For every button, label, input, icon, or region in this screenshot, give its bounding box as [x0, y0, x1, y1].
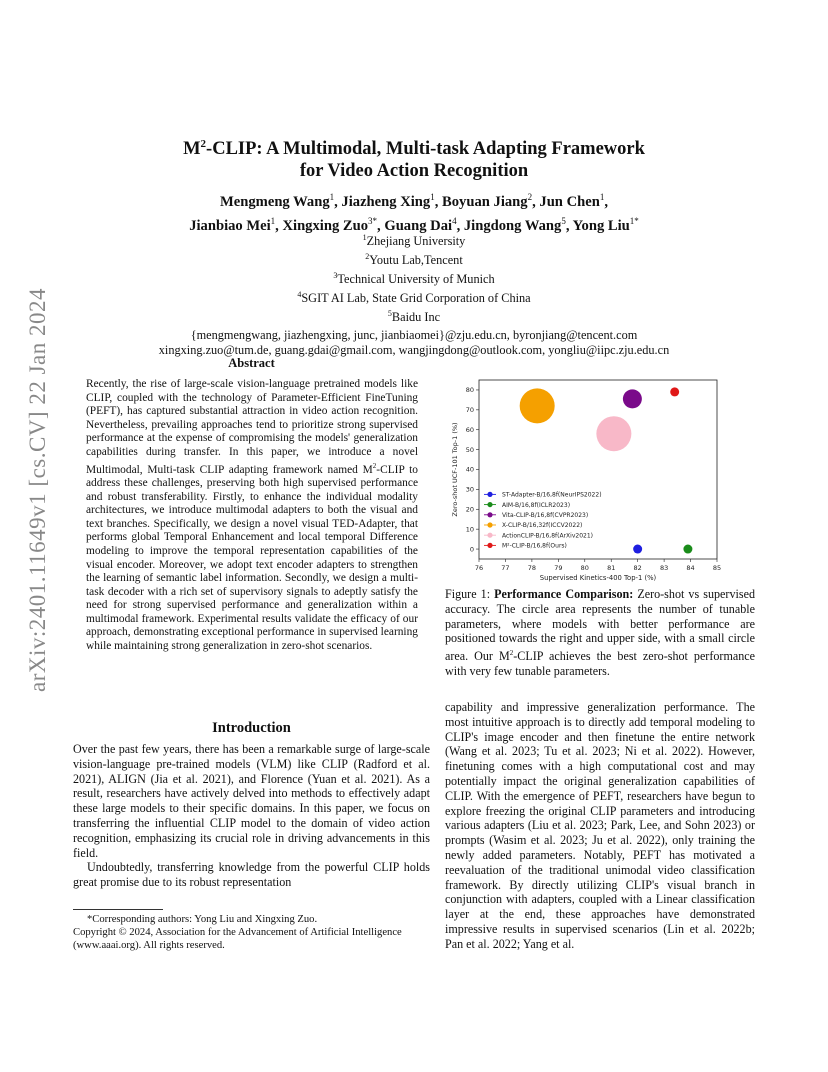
abstract-sup: 2 — [372, 461, 377, 470]
affiliation — [0, 268, 828, 287]
title-line1: -CLIP: A Multimodal, Multi-task Adapting Framework — [206, 139, 645, 160]
email-list — [0, 328, 828, 358]
legend-marker — [487, 502, 492, 507]
author-affil-sup: 4 — [452, 215, 457, 226]
y-tick-label: 20 — [465, 505, 474, 514]
y-tick-label: 70 — [465, 406, 474, 415]
footnote — [73, 913, 430, 953]
affiliation-sup: 5 — [387, 309, 392, 319]
caption-label: Figure 1: — [445, 587, 495, 601]
y-tick-label: 40 — [465, 465, 474, 474]
scatter-chart-svg — [448, 376, 731, 582]
author-affil-sup: 1* — [629, 215, 639, 226]
affiliation-text: Zhejiang University — [366, 234, 466, 249]
abstract-heading: Abstract — [228, 356, 275, 370]
x-tick-label: 80 — [580, 564, 589, 572]
data-point — [520, 388, 555, 423]
affiliation-sup: 4 — [297, 290, 302, 300]
x-tick-label: 84 — [686, 564, 695, 572]
data-point — [623, 389, 642, 408]
affiliation-sup: 3 — [333, 271, 338, 281]
author-affil-sup: 1 — [329, 192, 335, 202]
legend-label: ST-Adapter-B/16,8f(NeurIPS2022) — [502, 491, 602, 499]
data-point — [683, 545, 692, 554]
author-separator: , — [565, 217, 573, 234]
introduction-heading: Introduction — [212, 720, 291, 736]
x-tick-label: 83 — [659, 564, 669, 572]
author-separator: , — [434, 193, 443, 210]
affiliation — [0, 306, 828, 325]
x-tick-label: 82 — [633, 564, 642, 572]
paper-title — [0, 133, 828, 182]
legend-marker — [487, 522, 492, 527]
title-prefix: M — [183, 139, 201, 160]
y-tick-label: 10 — [465, 525, 474, 534]
author-separator: , — [377, 217, 385, 234]
right-column-text: capability and impressive generalization performance. The most intuitive approach is to directly add temporal modeling to CLIP's image encoder and then finetune the entire network (Wang et al. 2023; Tu et al. 2023; Ni et al. 2022). However, finetuning comes with a high computational cost and may potentially impact the original generalization capabilities of CLIP. With the emergence of PEFT, researchers have begun to explore freezing the original CLIP parameters and introducing various adapters (Liu et al. 2023; Park, Lee, and Sohn 2023) or prompts (Wasim et al. 2023; Ju et al. 2022), only training the newly added parameters. Notably, PEFT has motivated a reevaluation of the traditional unimodal video classification framework. By directly utilizing CLIP's visual branch in conjunction with adapters, coupled with a Linear classification layer at the end, these approaches have demonstrated impressive results in supervised scenarios (Lin et al. 2022b; Pan et al. 2022; Yang et al. — [445, 700, 755, 951]
x-tick-label: 77 — [501, 564, 510, 572]
y-tick-label: 0 — [469, 545, 474, 554]
legend-label: Vita-CLIP-B/16,8f(CVPR2023) — [502, 511, 589, 519]
data-point — [633, 545, 642, 554]
x-tick-label: 79 — [554, 564, 563, 572]
affiliation-text: Technical University of Munich — [337, 272, 495, 287]
arxiv-stamp-text: arXiv:2401.11649v1 [cs.CV] 22 Jan 2024 — [25, 288, 50, 692]
legend-marker — [487, 543, 492, 548]
author-separator: , — [456, 217, 464, 234]
legend-marker — [487, 492, 492, 497]
author-name: Xingxing Zuo — [282, 217, 369, 234]
y-axis-label: Zero-shot UCF-101 Top-1 (%) — [451, 422, 459, 517]
email-line-1: {mengmengwang, jiazhengxing, junc, jianbiaomei}@zju.edu.cn, byronjiang@tencent.com — [190, 328, 638, 343]
affiliation — [0, 230, 828, 249]
y-tick-label: 60 — [465, 425, 474, 434]
footnote-corresponding: *Corresponding authors: Yong Liu and Xingxing Zuo. — [87, 914, 318, 925]
affiliation-text: SGIT AI Lab, State Grid Corporation of China — [301, 291, 531, 306]
author-affil-sup: 1 — [430, 192, 435, 202]
author-affil-sup: 5 — [561, 215, 566, 226]
author-affil-sup: 2 — [527, 192, 533, 202]
intro-paragraph-1: Over the past few years, there has been a remarkable surge of large-scale vision-language pre-trained models (VLM) like CLIP (Radford et al. 2021), ALIGN (Jia et al. 2021), and Florence (Yuan et al. 2021). As a result, researchers have actively delved into methods to effectively adapt these large models to their specific domains. In this paper, we focus on transferring the influential CLIP model to the domain of video action recognition, emphasizing its crucial role in driving advancements in this field. — [73, 742, 430, 860]
x-tick-label: 85 — [712, 564, 722, 572]
data-point — [670, 387, 679, 396]
abstract-text-after: -CLIP to address these challenges, preserving both high supervised performance and robust transferability. Firstly, to enhance the individual modality architectures, we introduce multimodal adapters to both the visual and text branches. Specifically, we design a novel visual TED-Adapter, that performs global Temporal Enhancement and local temporal Difference modeling to improve the temporal representation capabilities of the visual encoder. Moreover, we adopt text encoder adapters to strengthen the learning of semantic label information. Secondly, we design a multi-task decoder with a rich set of supervisory signals to adeptly satisfy the need for strong supervised performance and generalization within a multimodal framework. Experimental results validate the efficacy of our approach, demonstrating exceptional performance in supervised learning while maintaining strong generalization in zero-shot scenarios. — [86, 463, 419, 653]
author-separator: , — [604, 193, 608, 210]
intro-paragraph-2: Undoubtedly, transferring knowledge from the powerful CLIP holds great promise due to its robust representation — [73, 860, 430, 890]
author-name: Jianbiao Mei — [189, 217, 271, 234]
affiliation — [0, 287, 828, 306]
author-name: Jun Chen — [539, 193, 600, 210]
affiliation-text: Youtu Lab,Tencent — [369, 253, 463, 268]
legend-label: AIM-B/16,8f(ICLR2023) — [502, 501, 571, 509]
abstract-text-before: Recently, the rise of large-scale vision-language pretrained models like CLIP, coupled with the technology of Parameter-Efficient FineTuning (PEFT), has captured substantial attraction in video action recognition. Nevertheless, prevailing approaches tend to prioritize strong supervised performance at the expense of compromising the models' generalization capabilities during transfer. In this paper, we introduce a novel Multimodal, Multi-task CLIP adapting framework named M — [86, 378, 418, 476]
x-tick-label: 78 — [527, 564, 537, 572]
x-tick-label: 76 — [474, 564, 484, 572]
caption-text-before: Zero-shot vs supervised accuracy. The circle area represents the number of tunable parameters, where models with better performance are positioned towards the right and upper side, with a small circle area. Our M — [445, 587, 755, 664]
title-line2: for Video Action Recognition — [299, 161, 529, 182]
footnote-rule — [73, 909, 163, 910]
email-line-2: xingxing.zuo@tum.de, guang.gdai@gmail.com, wangjingdong@outlook.com, yongliu@iipc.zju.edu.cn — [158, 343, 670, 358]
author-list — [0, 188, 828, 236]
author-affil-sup: 3* — [368, 215, 378, 226]
author-separator: , — [532, 193, 540, 210]
affiliation — [0, 249, 828, 268]
data-point — [596, 416, 631, 451]
legend-label: X-CLIP-B/16,32f(ICCV2022) — [502, 522, 583, 530]
affiliations — [0, 230, 828, 358]
legend-label: M²-CLIP-B/16,8f(Ours) — [502, 542, 567, 550]
y-tick-label: 80 — [465, 386, 474, 395]
affiliation-text: Baidu Inc — [391, 310, 441, 325]
figure-1-chart — [448, 376, 731, 582]
author-name: Jiazheng Xing — [341, 193, 431, 210]
author-name: Guang Dai — [384, 217, 453, 234]
author-affil-sup: 1 — [270, 215, 276, 226]
y-tick-label: 50 — [465, 445, 474, 454]
affiliation-sup: 1 — [362, 233, 367, 242]
figure-caption — [445, 587, 755, 679]
author-name: Jingdong Wang — [463, 217, 562, 234]
footnote-copyright: Copyright © 2024, Association for the Advancement of Artificial Intelligence (www.aaai.org). All rights reserved. — [73, 927, 402, 952]
author-name: Boyuan Jiang — [442, 193, 528, 210]
affiliation-sup: 2 — [365, 252, 370, 262]
y-tick-label: 30 — [465, 485, 474, 494]
legend-marker — [487, 512, 492, 517]
x-tick-label: 81 — [607, 564, 616, 572]
legend-marker — [487, 533, 492, 538]
author-affil-sup: 1 — [599, 192, 605, 202]
title-sup: 2 — [200, 138, 207, 150]
x-axis-label: Supervised Kinetics-400 Top-1 (%) — [539, 574, 657, 582]
caption-bold: Performance Comparison: — [494, 587, 634, 601]
author-separator: , — [275, 217, 283, 234]
caption-text-after: -CLIP achieves the best zero-shot performance with very few tunable parameters. — [445, 649, 755, 679]
abstract-text — [86, 378, 418, 654]
author-separator: , — [334, 193, 342, 210]
author-name: Mengmeng Wang — [220, 193, 330, 210]
caption-sup: 2 — [509, 649, 514, 658]
introduction-text — [73, 742, 430, 890]
author-name: Yong Liu — [572, 217, 630, 234]
legend-label: ActionCLIP-B/16,8f(ArXiv2021) — [502, 532, 593, 540]
